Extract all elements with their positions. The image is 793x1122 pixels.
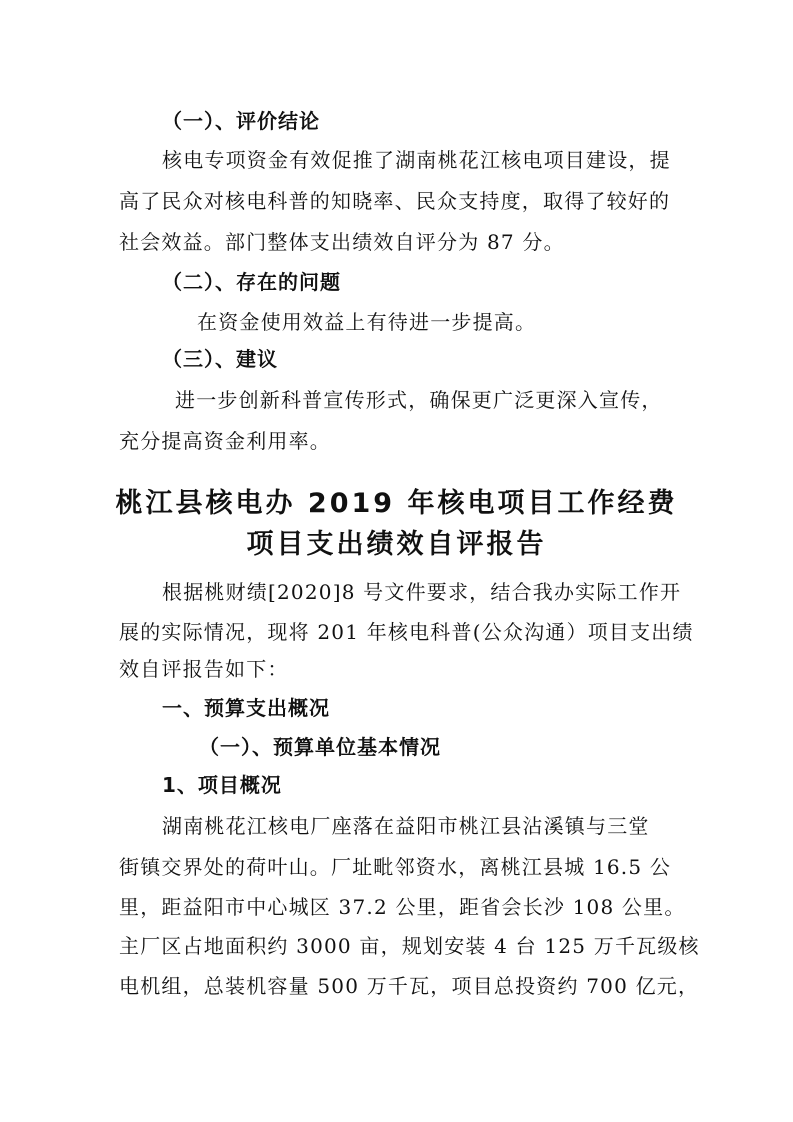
section-heading-suggestions: （三）、建议 [162, 347, 278, 371]
report-title-line1: 桃江县核电办 2019 年核电项目工作经费 [115, 488, 678, 519]
paragraph-line: 效自评报告如下： [119, 657, 289, 681]
item-heading-project-overview: 1、项目概况 [162, 773, 282, 797]
paragraph-line: 核电专项资金有效促推了湖南桃花江核电项目建设，提 [162, 148, 671, 172]
sub-heading-unit-info: （一）、预算单位基本情况 [199, 735, 441, 759]
paragraph-line: 里，距益阳市中心城区 37.2 公里，距省会长沙 108 公里。 [119, 895, 686, 919]
paragraph-line: 在资金使用效益上有待进一步提高。 [197, 310, 537, 334]
paragraph-line: 社会效益。部门整体支出绩效自评分为 87 分。 [119, 230, 565, 254]
part-heading-budget-overview: 一、预算支出概况 [162, 696, 330, 720]
paragraph-line: 主厂区占地面积约 3000 亩，规划安装 4 台 125 万千瓦级核 [119, 934, 700, 958]
paragraph-line: 电机组，总装机容量 500 万千瓦，项目总投资约 700 亿元， [119, 974, 700, 998]
report-title-line2: 项目支出绩效自评报告 [246, 529, 547, 560]
paragraph-line: 展的实际情况，现将 201 年核电科普(公众沟通）项目支出绩 [119, 620, 694, 644]
paragraph-line: 高了民众对核电科普的知晓率、民众支持度，取得了较好的 [119, 189, 671, 213]
paragraph-line: 进一步创新科普宣传形式，确保更广泛更深入宣传， [175, 388, 663, 412]
paragraph-line: 根据桃财绩[2020]8 号文件要求，结合我办实际工作开 [162, 580, 682, 604]
section-heading-problems: （二）、存在的问题 [162, 270, 341, 294]
paragraph-line: 充分提高资金利用率。 [119, 429, 331, 453]
section-heading-conclusion: （一）、评价结论 [162, 109, 320, 133]
paragraph-line: 湖南桃花江核电厂座落在益阳市桃江县沾溪镇与三堂 [162, 814, 650, 838]
paragraph-line: 街镇交界处的荷叶山。厂址毗邻资水，离桃江县城 16.5 公 [119, 855, 672, 879]
